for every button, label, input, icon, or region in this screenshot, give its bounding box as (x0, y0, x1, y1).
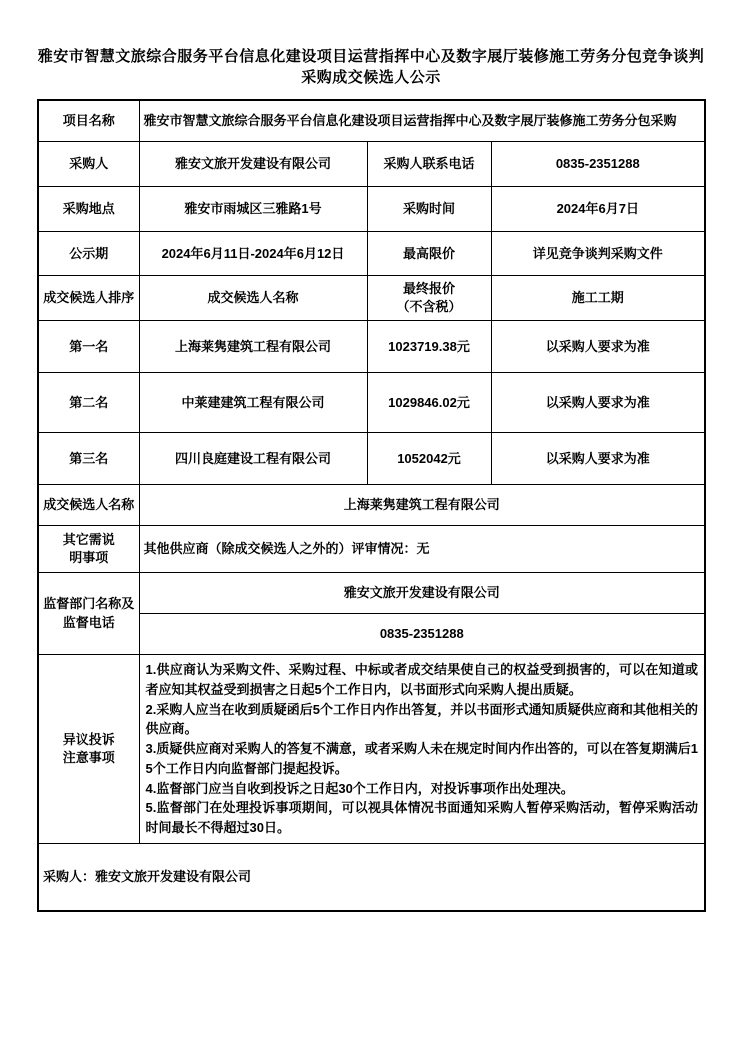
candidate-2-name: 中莱建建筑工程有限公司 (139, 373, 367, 433)
row-winner (38, 485, 705, 526)
max-price-label: 最高限价 (367, 232, 491, 276)
publicity-period-value: 2024年6月11日-2024年6月12日 (139, 232, 367, 276)
row-project-name (38, 100, 705, 142)
candidate-2-duration: 以采购人要求为准 (491, 373, 705, 433)
candidate-price-header (367, 276, 491, 321)
row-candidate-headers (38, 276, 705, 321)
project-name-value: 雅安市智慧文旅综合服务平台信息化建设项目运营指挥中心及数字展厅装修施工劳务分包采购 (139, 100, 705, 142)
row-footer-purchaser (38, 844, 705, 911)
objection-label-line1: 异议投诉 (62, 731, 115, 747)
objection-content (139, 655, 705, 844)
page-title: 雅安市智慧文旅综合服务平台信息化建设项目运营指挥中心及数字展厅装修施工劳务分包竞争谈判采购成交候选人公示 (37, 48, 705, 87)
candidate-row-1 (38, 321, 705, 373)
row-other-notes (38, 526, 705, 573)
candidate-3-price: 1052042元 (367, 433, 491, 485)
purchaser-value: 雅安文旅开发建设有限公司 (139, 142, 367, 187)
row-location (38, 187, 705, 232)
row-supervision-name (38, 573, 705, 614)
winner-label: 成交候选人名称 (38, 485, 139, 526)
supervision-name-value: 雅安文旅开发建设有限公司 (139, 573, 705, 614)
purchase-time-value: 2024年6月7日 (491, 187, 705, 232)
candidate-1-duration: 以采购人要求为准 (491, 321, 705, 373)
objection-label-line2: 注意事项 (62, 750, 115, 766)
footer-purchaser-line: 采购人：雅安文旅开发建设有限公司 (38, 844, 705, 911)
candidate-price-header-line1: 最终报价 (402, 280, 455, 296)
candidate-2-rank: 第二名 (38, 373, 139, 433)
objection-item-2: 2.采购人应当在收到质疑函后5个工作日内作出答复，并以书面形式通知质疑供应商和其他相关的供应商。 (145, 701, 699, 737)
objection-item-4: 4.监督部门应当自收到投诉之日起30个工作日内，对投诉事项作出处理决。 (145, 780, 574, 796)
candidate-2-price: 1029846.02元 (367, 373, 491, 433)
row-publicity-period (38, 232, 705, 276)
notice-table (37, 99, 706, 912)
candidate-1-price: 1023719.38元 (367, 321, 491, 373)
candidate-rank-header: 成交候选人排序 (38, 276, 139, 321)
purchaser-phone-label: 采购人联系电话 (367, 142, 491, 187)
location-label: 采购地点 (38, 187, 139, 232)
candidate-1-rank: 第一名 (38, 321, 139, 373)
candidate-3-rank: 第三名 (38, 433, 139, 485)
row-purchaser (38, 142, 705, 187)
supervision-label (38, 573, 139, 655)
purchaser-label: 采购人 (38, 142, 139, 187)
publicity-period-label: 公示期 (38, 232, 139, 276)
row-objection (38, 655, 705, 844)
candidate-1-name: 上海莱隽建筑工程有限公司 (139, 321, 367, 373)
max-price-value: 详见竞争谈判采购文件 (491, 232, 705, 276)
supervision-phone-value: 0835-2351288 (139, 614, 705, 655)
candidate-row-2 (38, 373, 705, 433)
candidate-row-3 (38, 433, 705, 485)
candidate-3-duration: 以采购人要求为准 (491, 433, 705, 485)
candidate-name-header: 成交候选人名称 (139, 276, 367, 321)
winner-value: 上海莱隽建筑工程有限公司 (139, 485, 705, 526)
other-notes-label-line1: 其它需说 (62, 531, 115, 547)
project-name-label: 项目名称 (38, 100, 139, 142)
purchaser-phone-value: 0835-2351288 (491, 142, 705, 187)
objection-item-5: 5.监督部门在处理投诉事项期间，可以视具体情况书面通知采购人暂停采购活动，暂停采购活动时间最长不得超过30日。 (145, 800, 699, 836)
row-supervision-phone (38, 614, 705, 655)
supervision-label-line1: 监督部门名称及 (43, 596, 135, 612)
candidate-duration-header: 施工工期 (491, 276, 705, 321)
other-notes-value: 其他供应商（除成交候选人之外的）评审情况：无 (139, 526, 705, 573)
objection-item-1: 1.供应商认为采购文件、采购过程、中标或者成交结果使自己的权益受到损害的，可以在知道或者应知其权益受到损害之日起5个工作日内，以书面形式向采购人提出质疑。 (145, 662, 699, 697)
supervision-label-line2: 监督电话 (62, 614, 115, 630)
other-notes-label (38, 526, 139, 573)
location-value: 雅安市雨城区三雅路1号 (139, 187, 367, 232)
other-notes-label-line2: 明事项 (69, 550, 109, 566)
candidate-price-header-line2: （不含税） (396, 299, 462, 315)
purchase-time-label: 采购时间 (367, 187, 491, 232)
objection-item-3: 3.质疑供应商对采购人的答复不满意，或者采购人未在规定时间内作出答的，可以在答复期满后15个工作日内向监督部门提起投诉。 (145, 741, 699, 776)
candidate-3-name: 四川良庭建设工程有限公司 (139, 433, 367, 485)
objection-label (38, 655, 139, 844)
